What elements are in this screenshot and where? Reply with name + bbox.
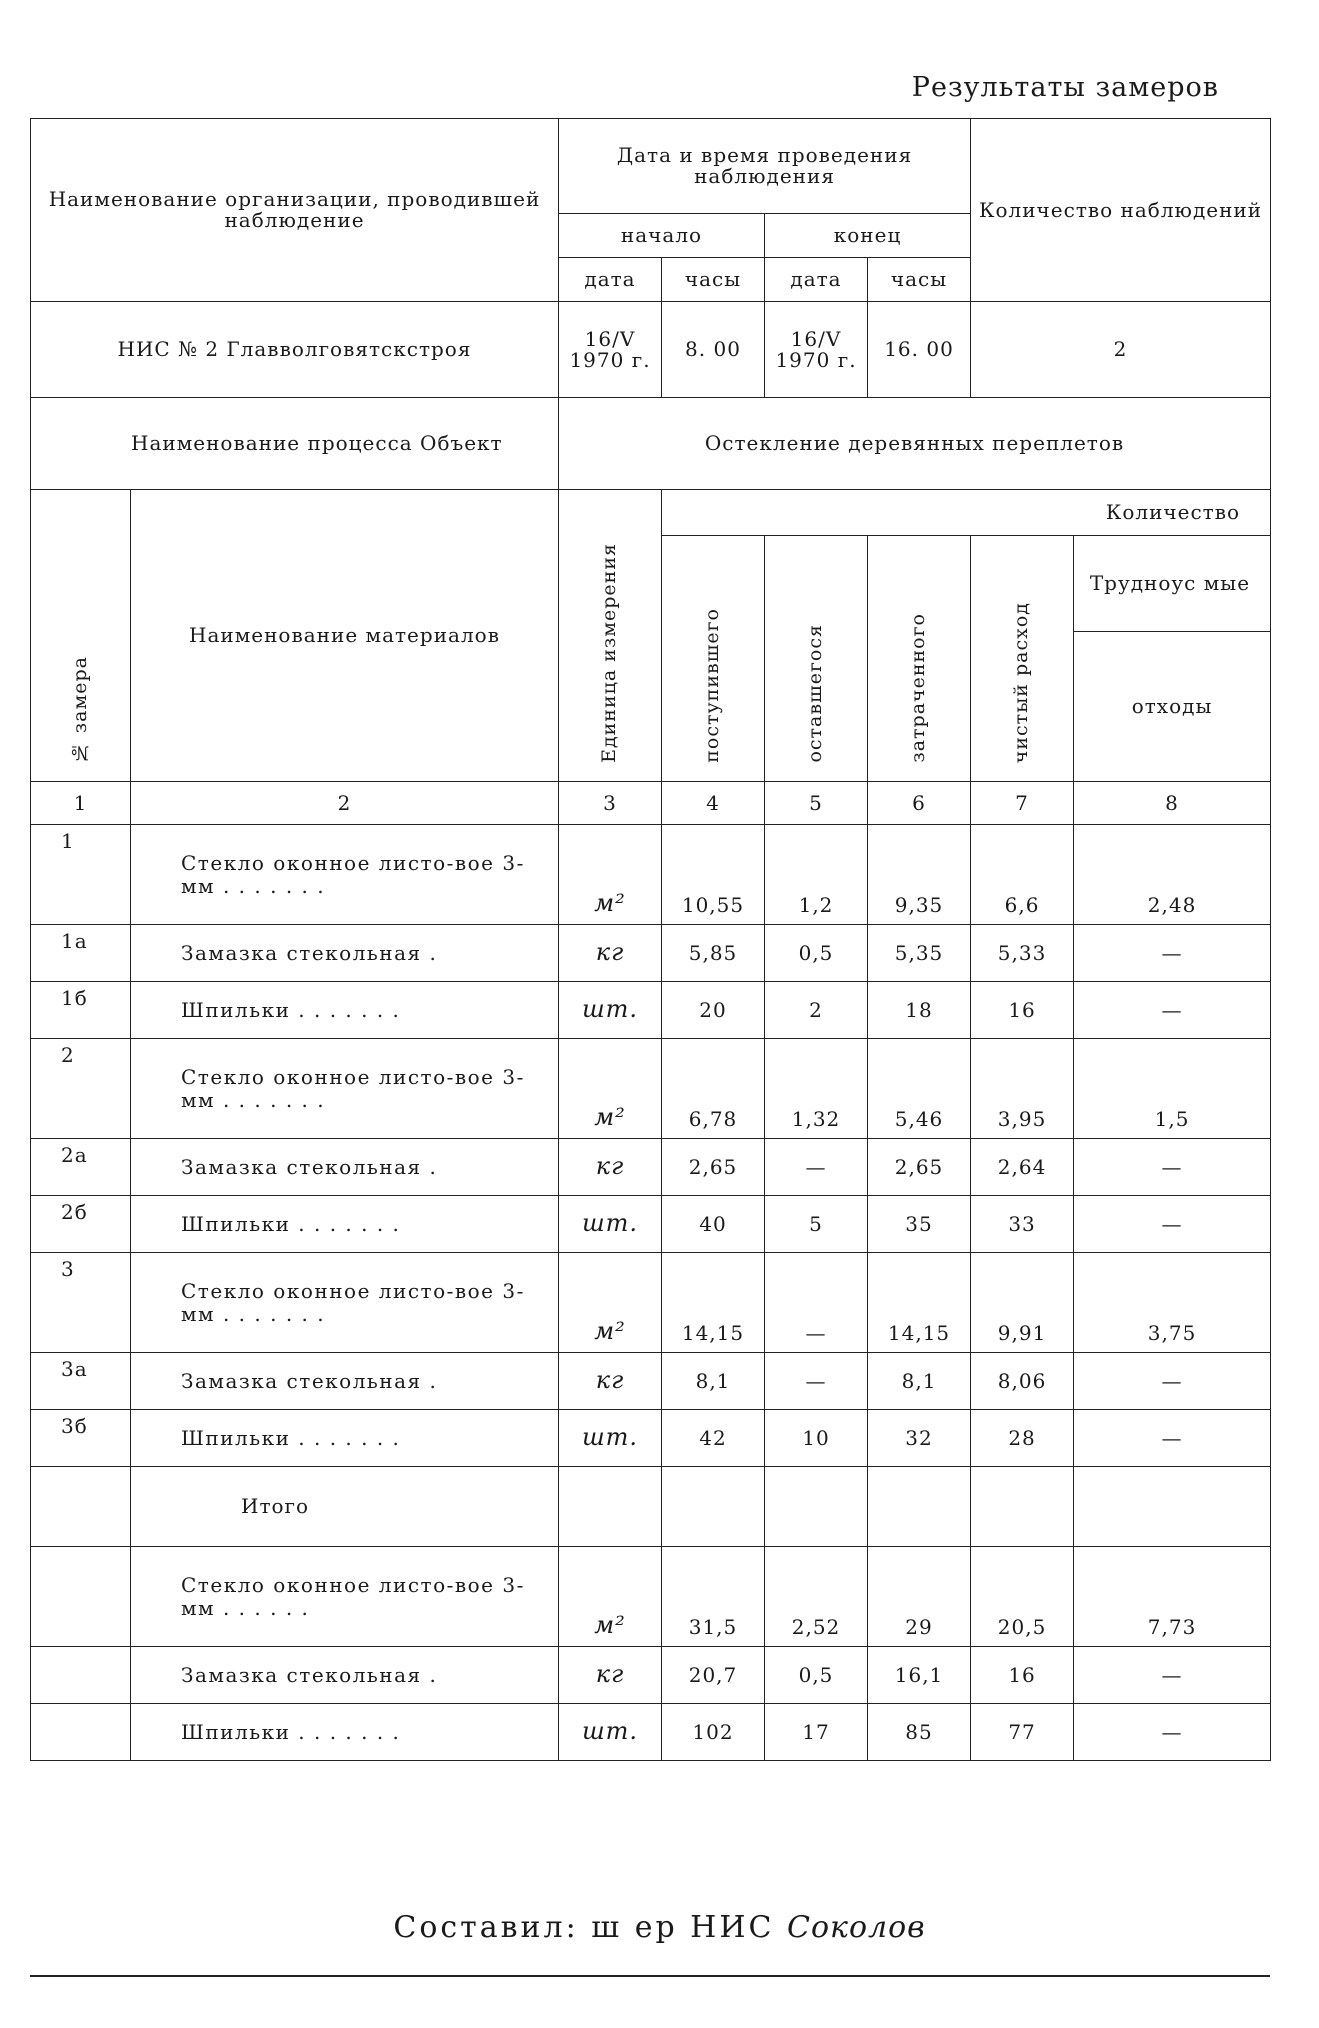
received-value: 10,55 — [662, 825, 765, 925]
col-remaining: оставшегося — [804, 624, 827, 763]
footer-label: Составил: — [393, 1910, 579, 1945]
net-value: 16 — [971, 1647, 1074, 1704]
row-index: 2а — [31, 1139, 131, 1196]
material-name: Замазка стекольная . — [131, 1353, 559, 1410]
col-received: поступившего — [701, 608, 724, 763]
table-row — [31, 1410, 1271, 1467]
material-name: Замазка стекольная . — [131, 925, 559, 982]
received-value: 20,7 — [662, 1647, 765, 1704]
row-index: 1б — [31, 982, 131, 1039]
col-net: чистый расход — [1010, 601, 1033, 763]
col-number: 1 — [31, 782, 131, 825]
table-row — [31, 1196, 1271, 1253]
row-index: 1а — [31, 925, 131, 982]
waste-value: 3,75 — [1074, 1253, 1271, 1353]
received-value: 42 — [662, 1410, 765, 1467]
unit: кг — [559, 925, 662, 982]
remaining-value: 0,5 — [765, 1647, 868, 1704]
unit: м² — [559, 825, 662, 925]
spent-value: 5,35 — [868, 925, 971, 982]
spent-value: 9,35 — [868, 825, 971, 925]
org-value: НИС № 2 Главволговятскстроя — [31, 302, 559, 398]
footer-middle: ш ер НИС — [591, 1910, 775, 1945]
spent-value: 8,1 — [868, 1353, 971, 1410]
waste-value: 7,73 — [1074, 1547, 1271, 1647]
column-numbers-row — [31, 782, 1271, 825]
end-hours-label: часы — [868, 258, 971, 302]
net-value: 28 — [971, 1410, 1074, 1467]
unit: кг — [559, 1139, 662, 1196]
footer-name: Соколов — [787, 1910, 926, 1945]
net-value: 8,06 — [971, 1353, 1074, 1410]
row-index — [31, 1547, 131, 1647]
waste-value: — — [1074, 1410, 1271, 1467]
end-hours-value: 16. 00 — [868, 302, 971, 398]
material-name: Шпильки . . . . . . . — [131, 1196, 559, 1253]
remaining-value: 10 — [765, 1410, 868, 1467]
waste-value: — — [1074, 925, 1271, 982]
material-name: Стекло оконное листо-вое 3-мм . . . . . . . — [131, 825, 559, 925]
received-value: 8,1 — [662, 1353, 765, 1410]
table-row — [31, 1253, 1271, 1353]
spent-value: 29 — [868, 1547, 971, 1647]
spent-value: 32 — [868, 1410, 971, 1467]
org-label: Наименование организации, проводившей наблюдение — [31, 119, 559, 302]
unit: шт. — [559, 1196, 662, 1253]
net-value: 2,64 — [971, 1139, 1074, 1196]
material-name: Шпильки . . . . . . . — [131, 982, 559, 1039]
col-number: 3 — [559, 782, 662, 825]
count-value: 2 — [971, 302, 1271, 398]
waste-value: — — [1074, 1139, 1271, 1196]
unit: шт. — [559, 1704, 662, 1761]
end-date-label: дата — [765, 258, 868, 302]
col-waste: отходы — [1074, 632, 1271, 782]
total-label: Итого — [131, 1467, 559, 1547]
row-index: 1 — [31, 825, 131, 925]
unit: кг — [559, 1647, 662, 1704]
received-value: 2,65 — [662, 1139, 765, 1196]
row-index — [31, 1704, 131, 1761]
received-value: 31,5 — [662, 1547, 765, 1647]
unit: м² — [559, 1253, 662, 1353]
table-row — [31, 1139, 1271, 1196]
net-value: 5,33 — [971, 925, 1074, 982]
received-value: 6,78 — [662, 1039, 765, 1139]
unit: м² — [559, 1547, 662, 1647]
remaining-value: 0,5 — [765, 925, 868, 982]
footer — [0, 1910, 1319, 1945]
total-row — [31, 1647, 1271, 1704]
row-index: 3а — [31, 1353, 131, 1410]
count-label: Количество наблюдений — [971, 119, 1271, 302]
col-number: 5 — [765, 782, 868, 825]
remaining-value: 1,32 — [765, 1039, 868, 1139]
net-value: 77 — [971, 1704, 1074, 1761]
waste-value: — — [1074, 1196, 1271, 1253]
bottom-rule — [30, 1975, 1270, 1977]
received-value: 102 — [662, 1704, 765, 1761]
waste-value: — — [1074, 1353, 1271, 1410]
net-value: 3,95 — [971, 1039, 1074, 1139]
spent-value: 16,1 — [868, 1647, 971, 1704]
material-name: Замазка стекольная . — [131, 1139, 559, 1196]
spent-value: 2,65 — [868, 1139, 971, 1196]
remaining-value: — — [765, 1253, 868, 1353]
net-value: 33 — [971, 1196, 1074, 1253]
spent-value: 5,46 — [868, 1039, 971, 1139]
unit: м² — [559, 1039, 662, 1139]
process-value: Остекление деревянных переплетов — [559, 398, 1271, 490]
spent-value: 35 — [868, 1196, 971, 1253]
waste-value: — — [1074, 1704, 1271, 1761]
row-index: 2 — [31, 1039, 131, 1139]
material-name: Стекло оконное листо-вое 3-мм . . . . . . — [131, 1547, 559, 1647]
net-value: 16 — [971, 982, 1074, 1039]
col-hard-removable: Трудноус мые — [1074, 536, 1271, 632]
datetime-label: Дата и время проведения наблюдения — [559, 119, 971, 214]
material-name: Замазка стекольная . — [131, 1647, 559, 1704]
spent-value: 18 — [868, 982, 971, 1039]
table-row — [31, 1039, 1271, 1139]
col-material: Наименование материалов — [131, 490, 559, 782]
net-value: 6,6 — [971, 825, 1074, 925]
total-row — [31, 1547, 1271, 1647]
table-row — [31, 925, 1271, 982]
table-row — [31, 1353, 1271, 1410]
end-date-value: 16/V 1970 г. — [765, 302, 868, 398]
table-row — [31, 982, 1271, 1039]
col-number: 8 — [1074, 782, 1271, 825]
col-spent: затраченного — [907, 613, 930, 763]
received-value: 5,85 — [662, 925, 765, 982]
material-name: Стекло оконное листо-вое 3-мм . . . . . . . — [131, 1253, 559, 1353]
received-value: 40 — [662, 1196, 765, 1253]
net-value: 20,5 — [971, 1547, 1074, 1647]
net-value: 9,91 — [971, 1253, 1074, 1353]
row-index — [31, 1647, 131, 1704]
col-number: 4 — [662, 782, 765, 825]
process-label: Наименование процесса Объект — [31, 398, 559, 490]
received-value: 14,15 — [662, 1253, 765, 1353]
page-title: Результаты замеров — [911, 72, 1219, 103]
remaining-value: 2 — [765, 982, 868, 1039]
remaining-value: 1,2 — [765, 825, 868, 925]
total-row — [31, 1704, 1271, 1761]
col-number: 2 — [131, 782, 559, 825]
received-value: 20 — [662, 982, 765, 1039]
remaining-value: 5 — [765, 1196, 868, 1253]
remaining-value: — — [765, 1139, 868, 1196]
start-hours-value: 8. 00 — [662, 302, 765, 398]
col-number: 6 — [868, 782, 971, 825]
remaining-value: 17 — [765, 1704, 868, 1761]
waste-value: 1,5 — [1074, 1039, 1271, 1139]
start-date-value: 16/V 1970 г. — [559, 302, 662, 398]
remaining-value: 2,52 — [765, 1547, 868, 1647]
waste-value: — — [1074, 982, 1271, 1039]
col-num: № замера — [68, 655, 91, 763]
spent-value: 14,15 — [868, 1253, 971, 1353]
col-number: 7 — [971, 782, 1074, 825]
unit: шт. — [559, 1410, 662, 1467]
col-unit: Единица измерения — [598, 543, 621, 763]
unit: шт. — [559, 982, 662, 1039]
start-label: начало — [559, 214, 765, 258]
waste-value: — — [1074, 1647, 1271, 1704]
end-label: конец — [765, 214, 971, 258]
material-name: Шпильки . . . . . . . — [131, 1410, 559, 1467]
row-index: 3 — [31, 1253, 131, 1353]
remaining-value: — — [765, 1353, 868, 1410]
row-index: 3б — [31, 1410, 131, 1467]
spent-value: 85 — [868, 1704, 971, 1761]
material-name: Шпильки . . . . . . . — [131, 1704, 559, 1761]
waste-value: 2,48 — [1074, 825, 1271, 925]
material-name: Стекло оконное листо-вое 3-мм . . . . . . . — [131, 1039, 559, 1139]
start-hours-label: часы — [662, 258, 765, 302]
results-table — [30, 118, 1271, 1761]
unit: кг — [559, 1353, 662, 1410]
row-index: 2б — [31, 1196, 131, 1253]
col-quantity: Количество — [662, 490, 1271, 536]
table-row — [31, 825, 1271, 925]
start-date-label: дата — [559, 258, 662, 302]
